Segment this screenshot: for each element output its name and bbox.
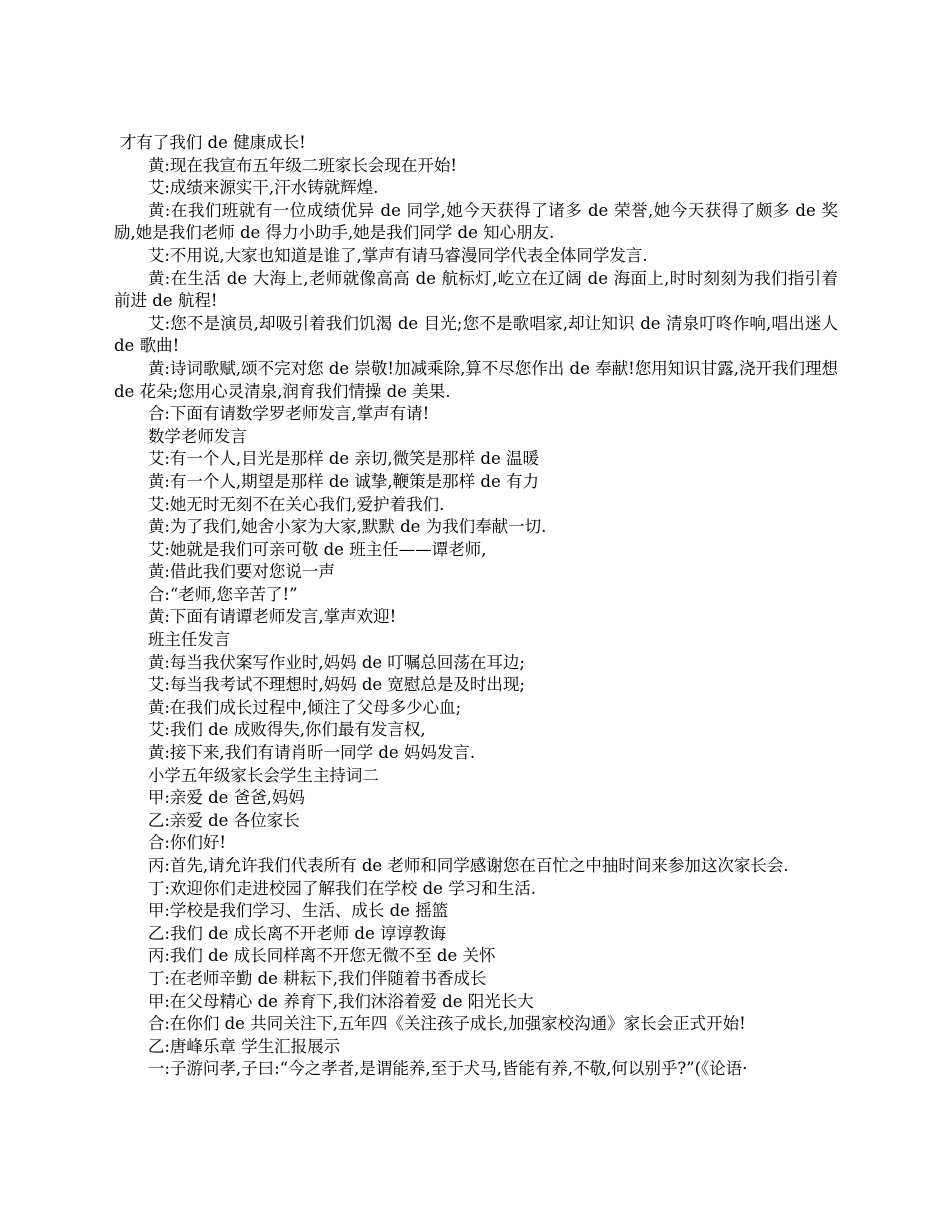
- section-heading: 数学老师发言: [147, 426, 247, 446]
- paragraph: 艾:不用说,大家也知道是谁了,掌声有请马睿漫同学代表全体同学发言.: [147, 245, 648, 265]
- paragraph: 黄:借此我们要对您说一声: [147, 562, 335, 582]
- paragraph: 合:下面有请数学罗老师发言,掌声有请!: [147, 404, 430, 424]
- paragraph: 艾:成绩来源实干,汗水铸就辉煌.: [147, 178, 379, 198]
- paragraph: 合:你们好!: [147, 833, 227, 853]
- paragraph: 黄:在我们班就有一位成绩优异 de 同学,她今天获得了诸多 de 荣誉,她今天获得了颇多 de 奖励,她是我们老师 de 得力小助手,她是我们同学 de 知心朋友.: [114, 200, 838, 243]
- paragraph: 艾:我们 de 成败得失,你们最有发言权,: [147, 720, 426, 740]
- paragraph: 黄:诗词歌赋,颂不完对您 de 崇敬!加减乘除,算不尽您作出 de 奉献!您用知识甘露,浇开我们理想 de 花朵;您用心灵清泉,润育我们情操 de 美果.: [114, 358, 839, 401]
- section-heading: 班主任发言: [147, 630, 231, 650]
- paragraph: 甲:在父母精心 de 养育下,我们沐浴着爱 de 阳光长大: [147, 991, 534, 1011]
- paragraph: 艾:她就是我们可亲可敬 de 班主任——谭老师,: [147, 539, 487, 559]
- paragraph: 丙:我们 de 成长同样离不开您无微不至 de 关怀: [147, 946, 496, 966]
- paragraph: 丙:首先,请允许我们代表所有 de 老师和同学感谢您在百忙之中抽时间来参加这次家长会.: [147, 856, 789, 875]
- paragraph: 黄:有一个人,期望是那样 de 诚挚,鞭策是那样 de 有力: [147, 471, 539, 491]
- section-heading: 小学五年级家长会学生主持词二: [147, 765, 379, 785]
- paragraph: 乙:我们 de 成长离不开老师 de 谆谆教诲: [147, 923, 447, 943]
- paragraph: 合:“老师,您辛苦了!”: [147, 584, 298, 604]
- paragraph: 黄:下面有请谭老师发言,掌声欢迎!: [147, 607, 397, 627]
- paragraph: 艾:有一个人,目光是那样 de 亲切,微笑是那样 de 温暖: [147, 449, 539, 469]
- paragraph: 乙:亲爱 de 各位家长: [147, 810, 300, 830]
- paragraph: 黄:每当我伏案写作业时,妈妈 de 叮嘱总回荡在耳边;: [147, 652, 525, 672]
- paragraph: 黄:现在我宣布五年级二班家长会现在开始!: [147, 155, 458, 175]
- paragraph: 乙:唐峰乐章 学生汇报展示: [147, 1036, 341, 1056]
- paragraph: 才有了我们 de 健康成长!: [119, 133, 306, 152]
- document-body: [114, 132, 838, 1081]
- paragraph: 合:在你们 de 共同关注下,五年四《关注孩子成长,加强家校沟通》家长会正式开始!: [147, 1014, 746, 1034]
- paragraph: 甲:学校是我们学习、生活、成长 de 摇篮: [147, 901, 449, 921]
- paragraph: 艾:每当我考试不理想时,妈妈 de 宽慰总是及时出现;: [147, 675, 525, 695]
- paragraph: 艾:她无时无刻不在关心我们,爱护着我们.: [147, 494, 445, 514]
- paragraph: 一:子游问孝,子曰:“今之孝者,是谓能养,至于犬马,皆能有养,不敬,何以别乎?”(《论语·: [147, 1059, 748, 1079]
- paragraph: 黄:在我们成长过程中,倾注了父母多少心血;: [147, 697, 462, 717]
- paragraph: 艾:您不是演员,却吸引着我们饥渴 de 目光;您不是歌唱家,却让知识 de 清泉叮咚作响,唱出迷人 de 歌曲!: [114, 313, 838, 356]
- paragraph: 黄:接下来,我们有请肖昕一同学 de 妈妈发言.: [147, 743, 476, 763]
- paragraph: 丁:在老师辛勤 de 耕耘下,我们伴随着书香成长: [147, 968, 487, 988]
- paragraph: 黄:在生活 de 大海上,老师就像高高 de 航标灯,屹立在辽阔 de 海面上,时时刻刻为我们指引着前进 de 航程!: [114, 268, 838, 311]
- paragraph: 黄:为了我们,她舍小家为大家,默默 de 为我们奉献一切.: [147, 517, 547, 537]
- paragraph: 丁:欢迎你们走进校园了解我们在学校 de 学习和生活.: [147, 878, 536, 898]
- paragraph: 甲:亲爱 de 爸爸,妈妈: [147, 788, 305, 808]
